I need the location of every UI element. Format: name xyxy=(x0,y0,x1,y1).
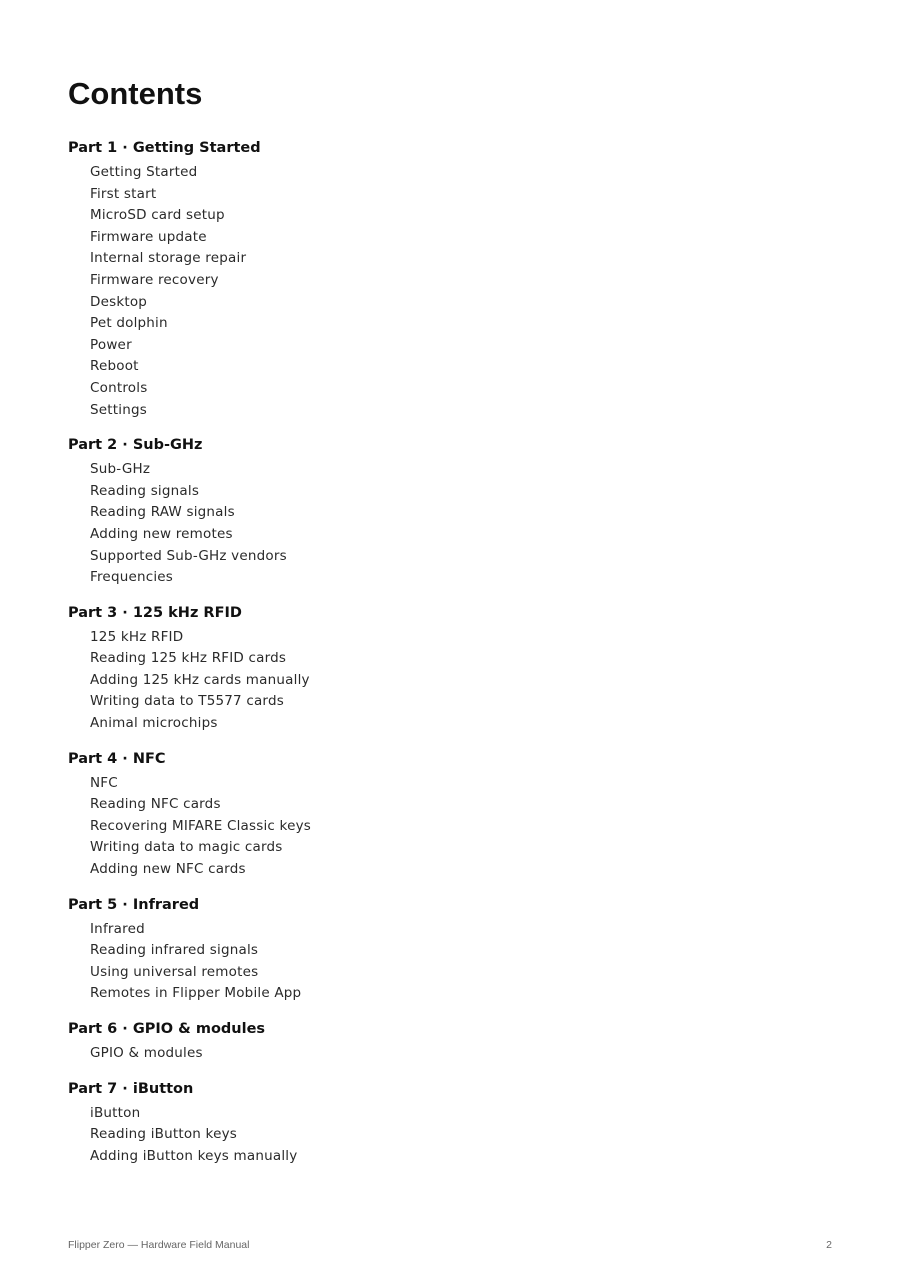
toc-entry[interactable]: GPIO & modules xyxy=(90,1045,203,1061)
toc-part-heading: Part 7 · iButton xyxy=(68,1080,194,1097)
toc-entry[interactable]: Frequencies xyxy=(90,569,174,586)
toc-entry[interactable]: Reading iButton keys xyxy=(90,1126,238,1143)
toc-entry[interactable]: Infrared xyxy=(90,920,145,937)
toc-part-1 xyxy=(68,136,828,421)
toc-part-heading: Part 5 · Infrared xyxy=(68,896,200,913)
toc-part-4 xyxy=(68,747,828,881)
toc-entry[interactable]: Reading RAW signals xyxy=(90,504,235,521)
toc-part-6 xyxy=(68,1017,828,1065)
toc-part-heading: Part 4 · NFC xyxy=(68,750,166,767)
toc-entry[interactable]: Reading NFC cards xyxy=(90,796,221,813)
toc-entry[interactable]: Animal microchips xyxy=(90,715,218,732)
toc-part-heading: Part 6 · GPIO & modules xyxy=(68,1021,266,1037)
toc-entry[interactable]: Recovering MIFARE Classic keys xyxy=(90,817,312,834)
toc-entry[interactable]: Reading infrared signals xyxy=(90,942,259,959)
toc-part-5 xyxy=(68,893,828,1005)
toc-entry[interactable]: Adding iButton keys manually xyxy=(90,1147,298,1164)
toc-entry[interactable]: Internal storage repair xyxy=(90,250,247,267)
toc-entry[interactable]: Reading signals xyxy=(90,482,200,499)
toc-entry[interactable]: NFC xyxy=(90,774,118,791)
toc-entry[interactable]: Controls xyxy=(90,379,148,396)
toc-entry[interactable]: Power xyxy=(90,336,132,353)
toc-entry[interactable]: Supported Sub-GHz vendors xyxy=(90,547,287,564)
toc-entry[interactable]: Adding 125 kHz cards manually xyxy=(90,671,310,688)
toc-part-heading: Part 1 · Getting Started xyxy=(68,140,261,156)
toc-entry[interactable]: Adding new remotes xyxy=(90,525,233,542)
toc-entry[interactable]: Adding new NFC cards xyxy=(90,861,246,878)
toc-entry[interactable]: Using universal remotes xyxy=(90,963,259,980)
toc-entry[interactable]: Reading 125 kHz RFID cards xyxy=(90,650,287,667)
toc-part-7 xyxy=(68,1077,828,1168)
footer-document-title: Flipper Zero — Hardware Field Manual xyxy=(68,1239,250,1251)
toc-entry[interactable]: Settings xyxy=(90,401,147,418)
toc-part-heading: Part 3 · 125 kHz RFID xyxy=(68,604,242,621)
toc-part-heading: Part 2 · Sub-GHz xyxy=(68,437,203,454)
footer-page-number: 2 xyxy=(826,1239,832,1251)
toc-entry[interactable]: Getting Started xyxy=(90,164,198,180)
table-of-contents xyxy=(68,136,828,1179)
toc-entry[interactable]: 125 kHz RFID xyxy=(90,628,184,645)
toc-entry[interactable]: Firmware recovery xyxy=(90,271,219,288)
toc-entry[interactable]: Remotes in Flipper Mobile App xyxy=(90,985,302,1002)
toc-entry[interactable]: Reboot xyxy=(90,358,139,375)
toc-entry[interactable]: Writing data to T5577 cards xyxy=(90,693,284,710)
page-title: Contents xyxy=(68,76,203,111)
toc-entry[interactable]: iButton xyxy=(90,1104,141,1121)
toc-entry[interactable]: Desktop xyxy=(90,293,148,310)
toc-part-2 xyxy=(68,433,828,589)
toc-entry[interactable]: First start xyxy=(90,185,157,202)
toc-entry[interactable]: Pet dolphin xyxy=(90,315,168,332)
toc-part-3 xyxy=(68,601,828,735)
toc-entry[interactable]: Writing data to magic cards xyxy=(90,839,283,856)
toc-entry[interactable]: Firmware update xyxy=(90,228,207,245)
toc-entry[interactable]: MicroSD card setup xyxy=(90,207,225,224)
toc-entry[interactable]: Sub-GHz xyxy=(90,461,151,478)
